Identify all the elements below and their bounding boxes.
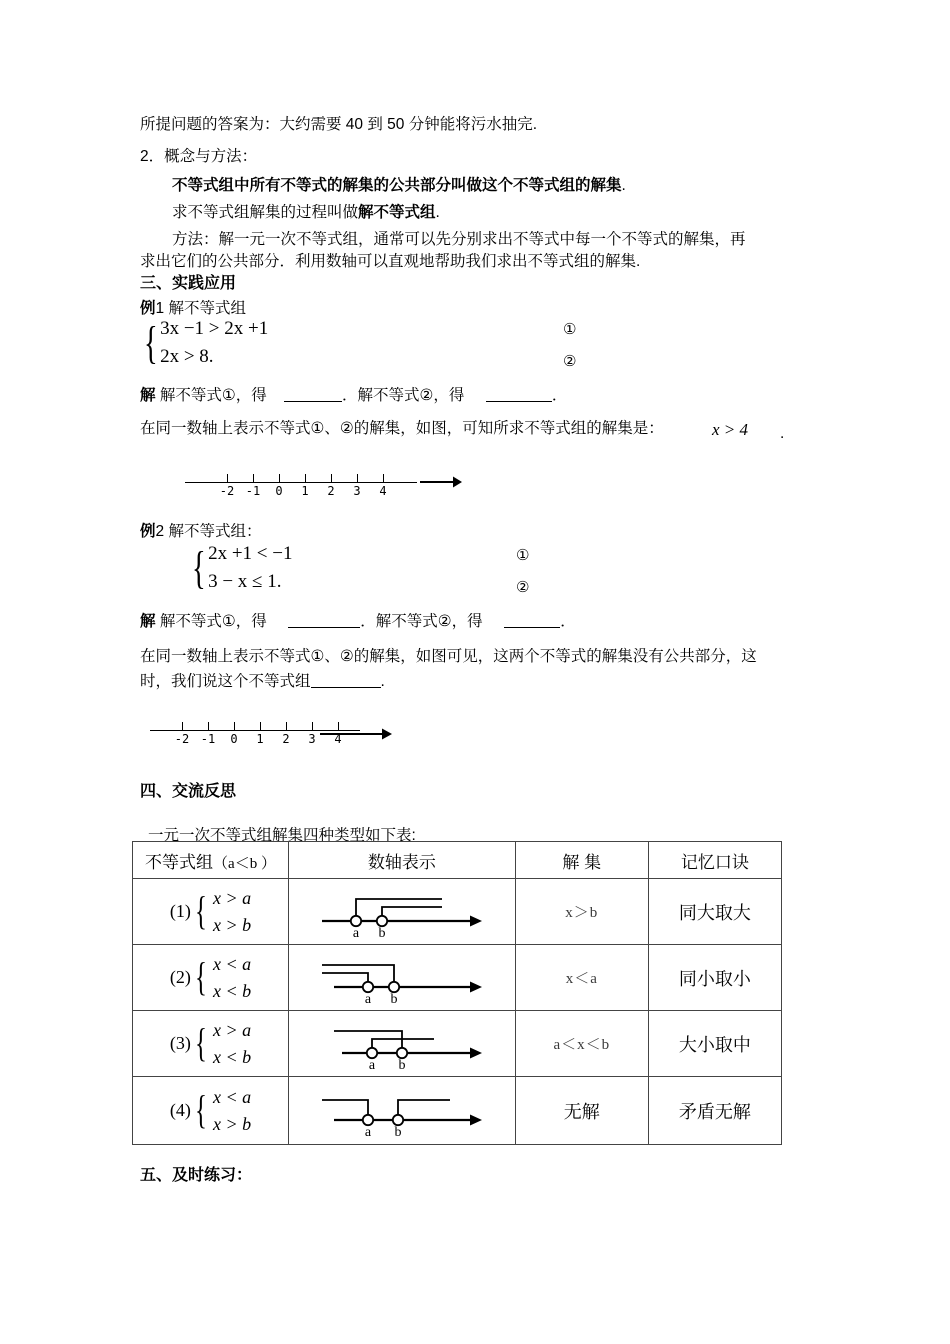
- row-2-numberline-diagram: [302, 949, 502, 1007]
- concept-definition-2-tail: .: [435, 204, 440, 221]
- example-2-label-bold: 例: [140, 523, 156, 540]
- row-2-mnemonic-cell: [648, 945, 781, 1011]
- number-line-2-tick-label: 0: [230, 732, 238, 746]
- example-2-conclusion-line-1: [140, 647, 757, 666]
- row-4-solution-cell: [515, 1077, 648, 1145]
- row-3-mnemonic-cell: [648, 1011, 781, 1077]
- example-2-conclusion-line-2-pre: 时，我们说这个不等式组: [140, 673, 311, 690]
- svg-text:b: b: [390, 991, 398, 1007]
- row-2-mnemonic: 同小取小: [678, 968, 751, 989]
- table-header-cell-mnemonic: [648, 842, 781, 879]
- row-1-solution-cell: [515, 879, 648, 945]
- header-ineq-sub: （a＜b ）: [213, 855, 276, 872]
- row-3-numberline-diagram: [302, 1015, 502, 1073]
- brace-icon: {: [194, 1020, 207, 1066]
- brace-icon: {: [194, 954, 207, 1000]
- example-1-axis-line: [140, 419, 664, 438]
- row-4-numberline-diagram: [302, 1082, 502, 1140]
- brace-icon: {: [194, 888, 207, 934]
- item2-heading: [140, 147, 257, 166]
- number-line-1-tick-label: 1: [301, 484, 309, 498]
- example-1-solve-text-b: ．解不等式②，得: [341, 387, 465, 404]
- section-5-heading: [140, 1166, 252, 1186]
- example-2-conclusion-line-2-tail: .: [380, 673, 385, 690]
- example-2-conclusion-line-1-text: 在同一数轴上表示不等式①、②的解集，如图可见，这两个不等式的解集没有公共部分，这: [140, 648, 757, 665]
- row-3-solution-cell: [515, 1011, 648, 1077]
- row-3-mnemonic: 大小取中: [678, 1034, 751, 1055]
- row-1-diagram-cell: [289, 879, 516, 945]
- concept-definition-2-pre: 求不等式组解集的过程叫做: [172, 204, 359, 221]
- header-ineq-main: 不等式组: [145, 852, 214, 872]
- method-line-1: [172, 230, 746, 249]
- answer-line-text: 所提问题的答案为：大约需要 40 到 50 分钟能将污水抽完.: [140, 116, 538, 133]
- example-1-answer-text: x > 4: [712, 420, 749, 439]
- example-2-label: [140, 522, 261, 541]
- example-1-equation-1: 3x −1 > 2x +1: [160, 318, 269, 339]
- number-line-2-tick-label: 3: [308, 732, 316, 746]
- table-header-cell-numberline: [289, 842, 516, 879]
- example-1-label-rest: 1 解不等式组: [155, 300, 246, 317]
- item2-heading-text: 2．概念与方法：: [140, 148, 258, 165]
- example-2-blank-2[interactable]: [504, 612, 560, 628]
- row-1-inequality-cell: [133, 879, 289, 945]
- svg-text:a: a: [364, 991, 371, 1007]
- svg-text:a: a: [368, 1057, 375, 1073]
- row-2-diagram-cell: [289, 945, 516, 1011]
- row-2-ineq-2: x < b: [213, 980, 252, 1001]
- row-4-diagram-cell: [289, 1077, 516, 1145]
- row-4-mnemonic-cell: [648, 1077, 781, 1145]
- row-3-inequality-cell: [133, 1011, 289, 1077]
- number-line-1-tick-label: 3: [353, 484, 361, 498]
- section-4-heading: [140, 782, 236, 802]
- solution-types-table: [132, 841, 782, 1145]
- answer-line: [140, 115, 537, 134]
- example-1-answer: [712, 419, 748, 440]
- row-4-index: (4): [169, 1100, 191, 1120]
- example-2-blank-3[interactable]: [311, 672, 381, 688]
- number-line-2-tick-label: 4: [334, 732, 342, 746]
- row-4-ineq-1: x < a: [213, 1086, 252, 1107]
- example-1-answer-period: .: [780, 425, 785, 442]
- row-1-index: (1): [169, 901, 191, 921]
- method-line-2: [140, 252, 640, 271]
- example-2-equation-1: 2x +1 < −1: [208, 543, 293, 564]
- row-3-diagram-cell: [289, 1011, 516, 1077]
- number-line-1-tick-label: -1: [245, 484, 261, 498]
- table-header-cell-ineq: [133, 842, 289, 879]
- row-4-mnemonic: 矛盾无解: [678, 1101, 751, 1122]
- row-1-numberline-diagram: [302, 883, 502, 941]
- section-3-heading: [140, 274, 236, 294]
- method-line-2-text: 求出它们的公共部分．利用数轴可以直观地帮助我们求出不等式组的解集.: [140, 253, 641, 270]
- concept-definition-2-bold: 解不等式组: [358, 204, 436, 221]
- example-1-mark-1: ①: [563, 320, 577, 338]
- table-row: [133, 945, 782, 1011]
- concept-definition-1-tail: .: [621, 177, 626, 194]
- row-2-solution-cell: [515, 945, 648, 1011]
- number-line-1-tick-label: 0: [275, 484, 283, 498]
- example-1-axis-line-text: 在同一数轴上表示不等式①、②的解集，如图，可知所求不等式组的解集是：: [140, 420, 664, 437]
- row-3-ineq-1: x > a: [213, 1019, 252, 1040]
- example-1-mark-2: ②: [563, 352, 577, 370]
- example-1-solve-bold: 解: [140, 387, 156, 404]
- example-2-solve-text-b: ．解不等式②，得: [360, 613, 483, 630]
- example-1-label-bold: 例: [140, 300, 156, 317]
- row-1-ineq-2: x > b: [213, 914, 252, 935]
- brace-icon: {: [194, 1087, 207, 1133]
- example-2-solve-text-a: 解不等式①，得: [159, 613, 267, 630]
- svg-text:b: b: [394, 1124, 402, 1140]
- svg-text:a: a: [364, 1124, 371, 1140]
- svg-text:a: a: [352, 925, 359, 941]
- row-1-ineq-1: x > a: [213, 887, 252, 908]
- row-1-solution: x＞b: [565, 905, 599, 921]
- example-2-blank-1[interactable]: [288, 612, 360, 628]
- brace-icon: {: [144, 317, 158, 369]
- example-2-solve-bold: 解: [140, 613, 156, 630]
- number-line-2-tick-label: -2: [174, 732, 190, 746]
- row-4-inequality-cell: [133, 1077, 289, 1145]
- section-3-heading-text: 三、实践应用: [140, 275, 237, 292]
- example-1-system: [144, 318, 268, 368]
- example-1-equation-2: 2x > 8.: [160, 346, 214, 367]
- row-3-solution: a＜x＜b: [553, 1037, 611, 1053]
- row-1-mnemonic-cell: [648, 879, 781, 945]
- example-2-label-rest: 2 解不等式组：: [155, 523, 262, 540]
- table-header-row: [133, 842, 782, 879]
- example-2-mark-2: ②: [516, 578, 530, 596]
- table-row: [133, 1011, 782, 1077]
- row-2-ineq-1: x < a: [213, 953, 252, 974]
- section-5-heading-text: 五、及时练习：: [140, 1167, 253, 1184]
- example-2-solve-line: [140, 612, 576, 631]
- example-2-conclusion-line-2: [140, 672, 385, 691]
- svg-text:b: b: [378, 925, 386, 941]
- example-1-solve-line: [140, 386, 567, 405]
- example-2-solve-text-c: ．: [560, 613, 576, 630]
- number-line-2-tick-label: 2: [282, 732, 290, 746]
- example-1-blank-1[interactable]: [284, 386, 342, 402]
- number-line-2-tick-label: 1: [256, 732, 264, 746]
- right-arrow-icon: [320, 726, 392, 742]
- number-line-2-tick-label: -1: [200, 732, 216, 746]
- section-4-heading-text: 四、交流反思: [140, 783, 237, 800]
- row-2-solution: x＜a: [565, 971, 598, 987]
- example-1-solve-text-c: ．: [551, 387, 568, 404]
- brace-icon: {: [192, 542, 206, 594]
- concept-definition-1: [172, 176, 626, 195]
- row-4-ineq-2: x > b: [213, 1113, 252, 1134]
- table-row: [133, 1077, 782, 1145]
- example-2-equation-2: 3 − x ≤ 1.: [208, 571, 282, 592]
- example-1-label: [140, 299, 246, 318]
- example-1-solve-text-a: 解不等式①，得: [159, 387, 267, 404]
- example-1-blank-2[interactable]: [486, 386, 552, 402]
- table-header-cell-solution: [515, 842, 648, 879]
- header-mnemonic: 记忆口诀: [680, 852, 749, 872]
- header-solution: 解 集: [562, 852, 602, 872]
- row-4-solution: 无解: [563, 1101, 600, 1122]
- right-arrow-icon: [420, 474, 462, 490]
- number-line-1-tick-label: 2: [327, 484, 335, 498]
- row-2-index: (2): [169, 967, 191, 987]
- method-line-1-text: 方法：解一元一次不等式组，通常可以先分别求出不等式中每一个不等式的解集，再: [172, 231, 746, 248]
- number-line-1-tick-label: -2: [219, 484, 235, 498]
- table-row: [133, 879, 782, 945]
- concept-definition-2: [172, 203, 440, 222]
- row-3-index: (3): [169, 1033, 191, 1053]
- row-3-ineq-2: x < b: [213, 1046, 252, 1067]
- number-line-1: [185, 470, 417, 500]
- number-line-1-tick-label: 4: [379, 484, 387, 498]
- row-2-inequality-cell: [133, 945, 289, 1011]
- example-2-mark-1: ①: [516, 546, 530, 564]
- svg-text:b: b: [398, 1057, 406, 1073]
- header-numberline: 数轴表示: [367, 852, 436, 872]
- example-2-system: [192, 543, 293, 593]
- concept-definition-1-bold: 不等式组中所有不等式的解集的公共部分叫做这个不等式组的解集: [172, 177, 622, 194]
- section-4-intro-text: 一元一次不等式组解集四种类型如下表:: [148, 827, 416, 844]
- row-1-mnemonic: 同大取大: [678, 902, 751, 923]
